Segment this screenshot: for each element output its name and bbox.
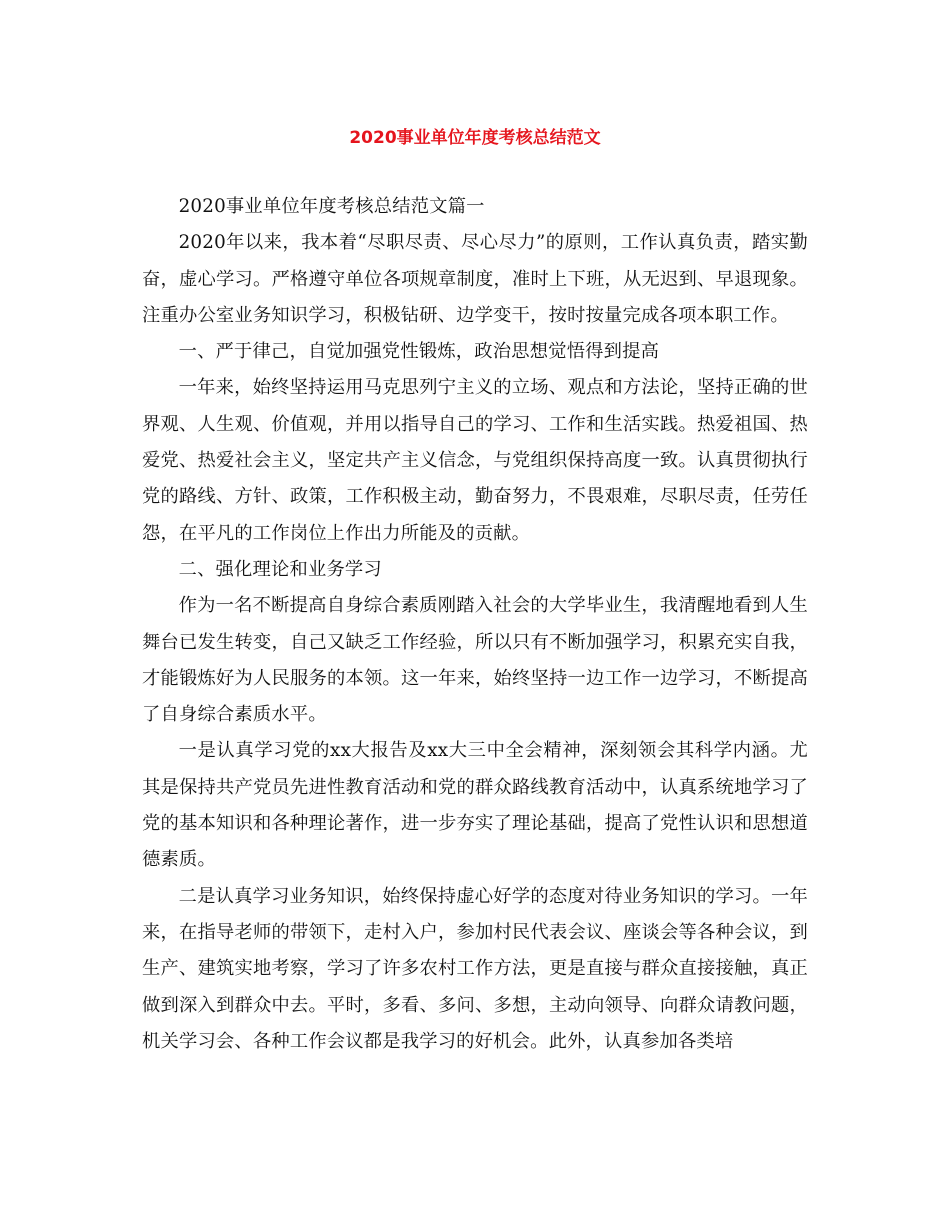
paragraph-theory-study: 一是认真学习党的xx大报告及xx大三中全会精神，深刻领会其科学内涵。尤其是保持共产党员先进性教育活动和党的群众路线教育活动中，认真系统地学习了党的基本知识和各种理论著作，进一步夯实了理论基础，提高了党性认识和思想道德素质。 [142, 740, 808, 871]
section-heading-discipline: 一、严于律己，自觉加强党性锻炼，政治思想觉悟得到提高 [178, 341, 660, 363]
section-heading-study: 二、强化理论和业务学习 [178, 558, 382, 580]
paragraph-political-thought: 一年来，始终坚持运用马克思列宁主义的立场、观点和方法论，坚持正确的世界观、人生观、价值观，并用以指导自己的学习、工作和生活实践。热爱祖国、热爱党、热爱社会主义，坚定共产主义信念，与党组织保持高度一致。认真贯彻执行党的路线、方针、政策，工作积极主动，勤奋努力，不畏艰难，尽职尽责，任劳任怨，在平凡的工作岗位上作出力所能及的贡献。 [142, 377, 808, 544]
paragraph-study-overview: 作为一名不断提高自身综合素质刚踏入社会的大学毕业生，我清醒地看到人生舞台已发生转变，自己又缺乏工作经验，所以只有不断加强学习，积累充实自我，才能锻炼好为人民服务的本领。这一年来，始终坚持一边工作一边学习，不断提高了自身综合素质水平。 [142, 595, 808, 726]
document-title: 2020事业单位年度考核总结范文 [349, 128, 601, 148]
paragraph-business-study: 二是认真学习业务知识，始终保持虚心好学的态度对待业务知识的学习。一年来，在指导老师的带领下，走村入户，参加村民代表会议、座谈会等各种会议，到生产、建筑实地考察，学习了许多农村工作方法，更是直接与群众直接接触，真正做到深入到群众中去。平时，多看、多问、多想，主动向领导、向群众请教问题，机关学习会、各种工作会议都是我学习的好机会。此外，认真参加各类培 [142, 885, 808, 1052]
paragraph-intro: 2020年以来，我本着“尽职尽责、尽心尽力”的原则，工作认真负责，踏实勤奋，虚心学习。严格遵守单位各项规章制度，准时上下班，从无迟到、早退现象。注重办公室业务知识学习，积极钻研、边学变干，按时按量完成各项本职工作。 [142, 232, 808, 326]
section-heading-part-one: 2020事业单位年度考核总结范文篇一 [178, 196, 485, 217]
document-body [142, 189, 808, 1060]
